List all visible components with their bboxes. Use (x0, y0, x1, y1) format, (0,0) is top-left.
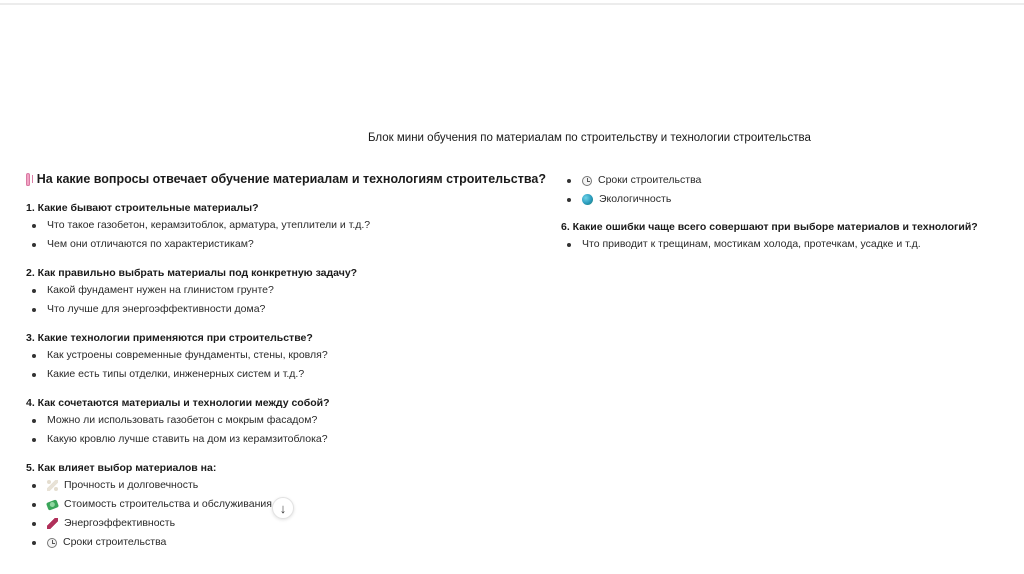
list-item-text: Стоимость строительства и обслуживания (64, 498, 272, 510)
arrow-down-icon: ↓ (279, 500, 287, 516)
list-item-text: Энергоэффективность (64, 517, 176, 529)
bullet-dot (32, 224, 36, 228)
list-item (26, 346, 546, 365)
list-item (26, 235, 546, 254)
list-item-text: Прочность и долговечность (64, 479, 199, 491)
bullet-list (26, 216, 546, 254)
list-item (26, 533, 546, 552)
bullet-dot (32, 503, 36, 507)
list-item-text: Какую кровлю лучше ставить на дом из керамзитоблока? (47, 433, 328, 445)
list-item-text: Какие есть типы отделки, инженерных систем и т.д.? (47, 368, 305, 380)
section-1 (26, 200, 546, 254)
list-item-text: Что приводит к трещинам, мостикам холода, протечкам, усадке и т.д. (582, 238, 921, 250)
bullet-list (26, 346, 546, 384)
list-item-text: Экологичность (599, 193, 672, 205)
section-title: 2. Как правильно выбрать материалы под конкретную задачу? (26, 267, 358, 279)
clock-icon (582, 176, 592, 186)
bullet-dot (567, 243, 571, 247)
list-item-text: Что лучше для энергоэффективности дома? (47, 303, 266, 315)
list-item (561, 171, 1001, 190)
list-item (561, 235, 1001, 254)
list-item (26, 430, 546, 449)
list-item (26, 476, 546, 495)
bullet-dot (567, 198, 571, 202)
bone-icon (47, 480, 58, 491)
bullet-dot (32, 541, 36, 545)
bullet-dot (32, 243, 36, 247)
bullet-dot (32, 522, 36, 526)
bullet-dot (32, 354, 36, 358)
list-item-text: Сроки строительства (598, 174, 702, 186)
page-title: Блок мини обучения по материалам по строительству и технологии строительства (368, 132, 811, 144)
bullet-dot (32, 438, 36, 442)
right-column (561, 171, 1001, 265)
main-question (26, 170, 546, 188)
bullet-dot (32, 308, 36, 312)
list-item-text: Сроки строительства (63, 536, 167, 548)
section-title: 5. Как влияет выбор материалов на: (26, 462, 217, 474)
bullet-dot (567, 179, 571, 183)
list-item-text: Можно ли использовать газобетон с мокрым фасадом? (47, 414, 318, 426)
list-item (561, 190, 1001, 209)
list-item (26, 300, 546, 319)
bullet-dot (32, 419, 36, 423)
brain-icon (26, 173, 30, 186)
bullet-list (26, 281, 546, 319)
bullet-list (561, 235, 1001, 254)
clock-icon (47, 538, 57, 548)
scroll-down-button[interactable] (272, 497, 294, 519)
section-4 (26, 395, 546, 449)
bullet-list-continued (561, 171, 1001, 209)
list-item-text: Что такое газобетон, керамзитоблок, арматура, утеплители и т.д.? (47, 219, 371, 231)
bullet-dot (32, 289, 36, 293)
top-divider (0, 3, 1024, 5)
main-question-text: На какие вопросы отвечает обучение материалам и технологиям строительства? (36, 172, 546, 186)
section-6 (561, 219, 1001, 254)
section-title: 3. Какие технологии применяются при строительстве? (26, 332, 313, 344)
section-2 (26, 265, 546, 319)
section-title: 4. Как сочетаются материалы и технологии между собой? (26, 397, 330, 409)
section-3 (26, 330, 546, 384)
list-item-text: Чем они отличаются по характеристикам? (47, 238, 254, 250)
money-icon (46, 499, 59, 510)
list-item-text: Какой фундамент нужен на глинистом грунте? (47, 284, 274, 296)
syringe-icon (47, 518, 58, 529)
list-item-text: Как устроены современные фундаменты, стены, кровля? (47, 349, 328, 361)
bullet-dot (32, 484, 36, 488)
list-item (26, 216, 546, 235)
bullet-list (26, 411, 546, 449)
globe-icon (582, 194, 593, 205)
list-item (26, 281, 546, 300)
section-title: 1. Какие бывают строительные материалы? (26, 202, 259, 214)
list-item (26, 411, 546, 430)
list-item (26, 365, 546, 384)
section-title: 6. Какие ошибки чаще всего совершают при выборе материалов и технологий? (561, 221, 978, 233)
bullet-dot (32, 373, 36, 377)
